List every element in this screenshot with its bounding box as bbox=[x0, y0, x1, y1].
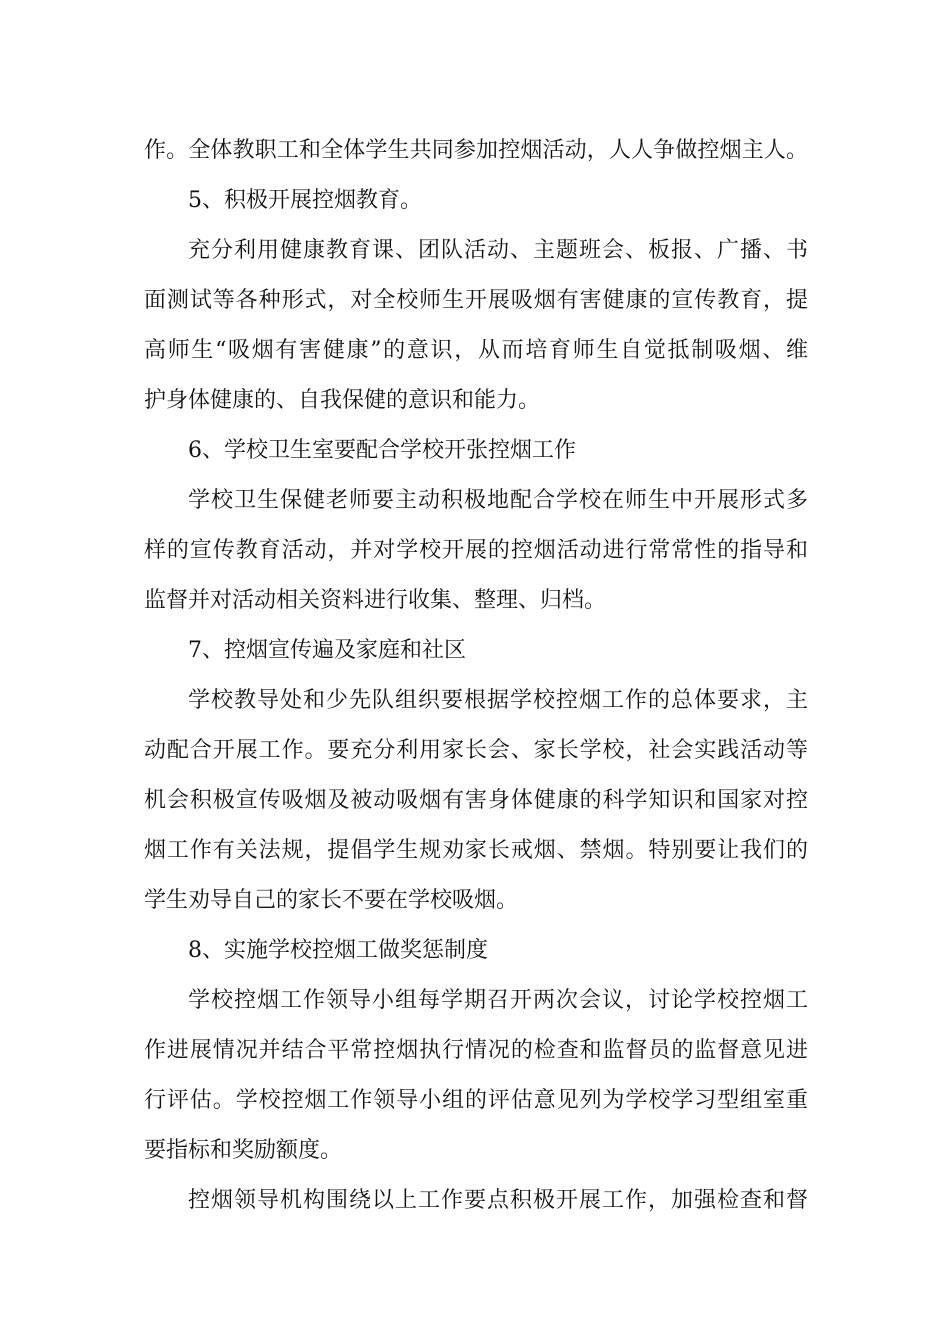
body-text-line: 学校控烟工作领导小组每学期召开两次会议，讨论学校控烟工 bbox=[188, 988, 808, 1013]
section-heading-7: 7、控烟宣传遍及家庭和社区 bbox=[188, 638, 466, 663]
body-text-line: 机会积极宣传吸烟及被动吸烟有害身体健康的科学知识和国家对控 bbox=[144, 788, 808, 813]
body-text-line: 监督并对活动相关资料进行收集、整理、归档。 bbox=[144, 588, 607, 613]
body-text-line: 充分利用健康教育课、团队活动、主题班会、板报、广播、书 bbox=[188, 238, 808, 263]
body-text-line: 高师生“吸烟有害健康”的意识，从而培育师生自觉抵制吸烟、维 bbox=[144, 338, 808, 363]
body-text-line: 学校卫生保健老师要主动积极地配合学校在师生中开展形式多 bbox=[188, 488, 808, 513]
body-text-line: 护身体健康的、自我保健的意识和能力。 bbox=[144, 388, 541, 413]
body-text-line: 样的宣传教育活动，并对学校开展的控烟活动进行常常性的指导和 bbox=[144, 538, 808, 563]
body-text-line: 烟工作有关法规，提倡学生规劝家长戒烟、禁烟。特别要让我们的 bbox=[144, 838, 808, 863]
body-text-line: 学校教导处和少先队组织要根据学校控烟工作的总体要求，主 bbox=[188, 688, 808, 713]
body-text-line: 控烟领导机构围绕以上工作要点积极开展工作，加强检查和督 bbox=[188, 1188, 808, 1213]
section-heading-8: 8、实施学校控烟工做奖惩制度 bbox=[188, 938, 488, 963]
body-text-line: 行评估。学校控烟工作领导小组的评估意见列为学校学习型组室重 bbox=[144, 1088, 808, 1113]
body-text-line: 动配合开展工作。要充分利用家长会、家长学校，社会实践活动等 bbox=[144, 738, 808, 763]
body-text-line: 作。全体教职工和全体学生共同参加控烟活动，人人争做控烟主人。 bbox=[144, 138, 808, 163]
body-text-line: 学生劝导自己的家长不要在学校吸烟。 bbox=[144, 888, 519, 913]
section-heading-6: 6、学校卫生室要配合学校开张控烟工作 bbox=[188, 438, 576, 463]
section-heading-5: 5、积极开展控烟教育。 bbox=[188, 188, 422, 213]
body-text-line: 面测试等各种形式，对全校师生开展吸烟有害健康的宣传教育，提 bbox=[144, 288, 808, 313]
body-text-line: 要指标和奖励额度。 bbox=[144, 1138, 343, 1163]
body-text-line: 作进展情况并结合平常控烟执行情况的检查和监督员的监督意见进 bbox=[144, 1038, 808, 1063]
